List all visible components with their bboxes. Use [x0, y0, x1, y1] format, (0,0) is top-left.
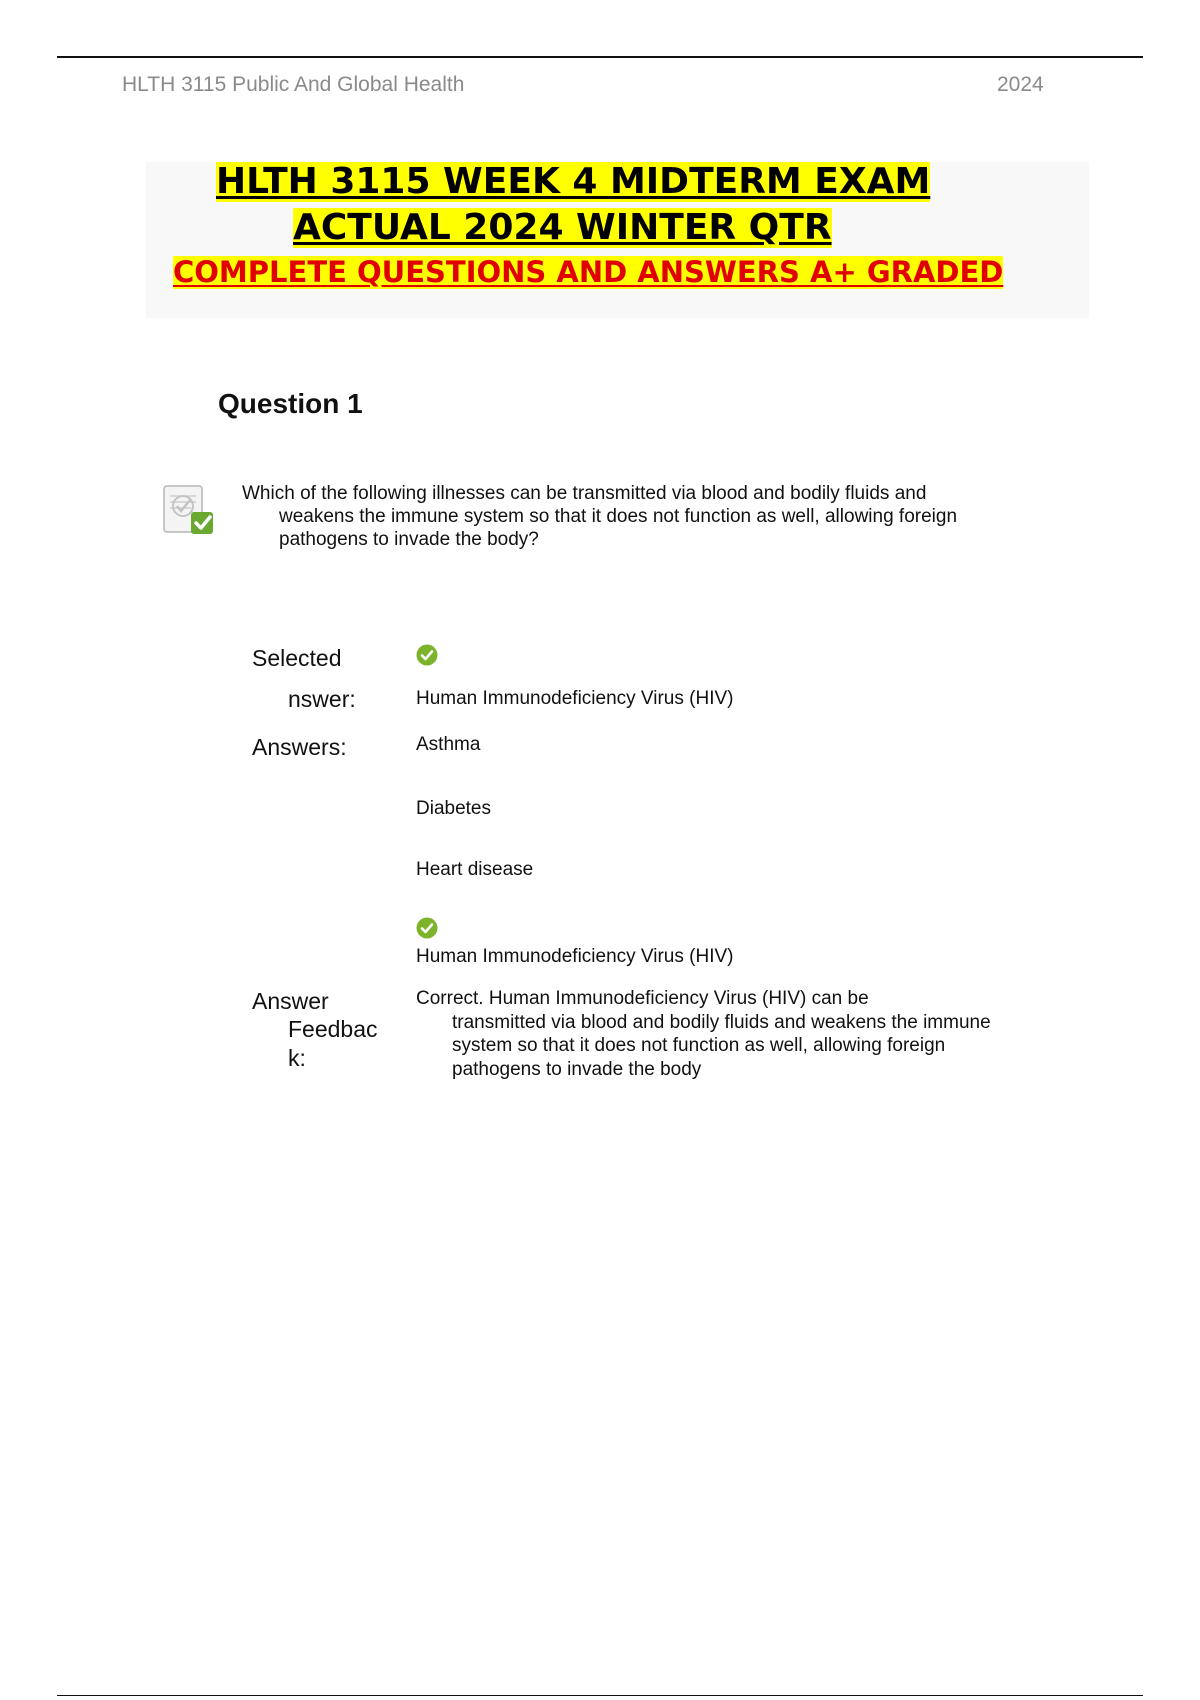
answer-option: Asthma [416, 734, 481, 755]
bottom-rule [57, 1695, 1143, 1696]
feedback-label-line-3: k: [288, 1045, 306, 1071]
exam-subtitle: COMPLETE QUESTIONS AND ANSWERS A+ GRADED [173, 255, 1004, 289]
correct-check-icon [416, 644, 438, 666]
exam-title-line-2: ACTUAL 2024 WINTER QTR [293, 207, 832, 248]
exam-title-line-1: HLTH 3115 WEEK 4 MIDTERM EXAM [216, 161, 931, 202]
answer-feedback [416, 987, 1006, 1081]
selected-answer-label-line-2: nswer: [288, 686, 356, 712]
selected-answer-value: Human Immunodeficiency Virus (HIV) [416, 688, 734, 709]
answers-label: Answers: [252, 734, 347, 760]
question-text [242, 482, 1012, 551]
top-rule [57, 56, 1143, 58]
answer-option: Diabetes [416, 798, 491, 819]
feedback-label-line-2: Feedbac [288, 1016, 378, 1042]
correct-check-icon [416, 917, 438, 939]
question-text-line-1: Which of the following illnesses can be transmitted via blood and bodily fluids and [242, 483, 927, 504]
running-header-year: 2024 [997, 73, 1044, 96]
question-text-continuation: weakens the immune system so that it does not function as well, allowing foreign pathogens to invade the body? [279, 506, 958, 550]
question-heading: Question 1 [218, 388, 363, 419]
graded-question-icon [161, 482, 217, 538]
feedback-text-continuation: transmitted via blood and bodily fluids and weakens the immune system so that it does not function as well, allowing foreign pathogens to invade the body [452, 1011, 991, 1080]
answer-option: Heart disease [416, 859, 534, 880]
answer-option-correct: Human Immunodeficiency Virus (HIV) [416, 946, 734, 967]
selected-answer-label-line-1: Selected [252, 645, 342, 671]
running-header-course: HLTH 3115 Public And Global Health [122, 73, 465, 96]
feedback-text-line-1: Correct. Human Immunodeficiency Virus (HIV) can be [416, 988, 869, 1009]
feedback-label-line-1: Answer [252, 988, 329, 1014]
